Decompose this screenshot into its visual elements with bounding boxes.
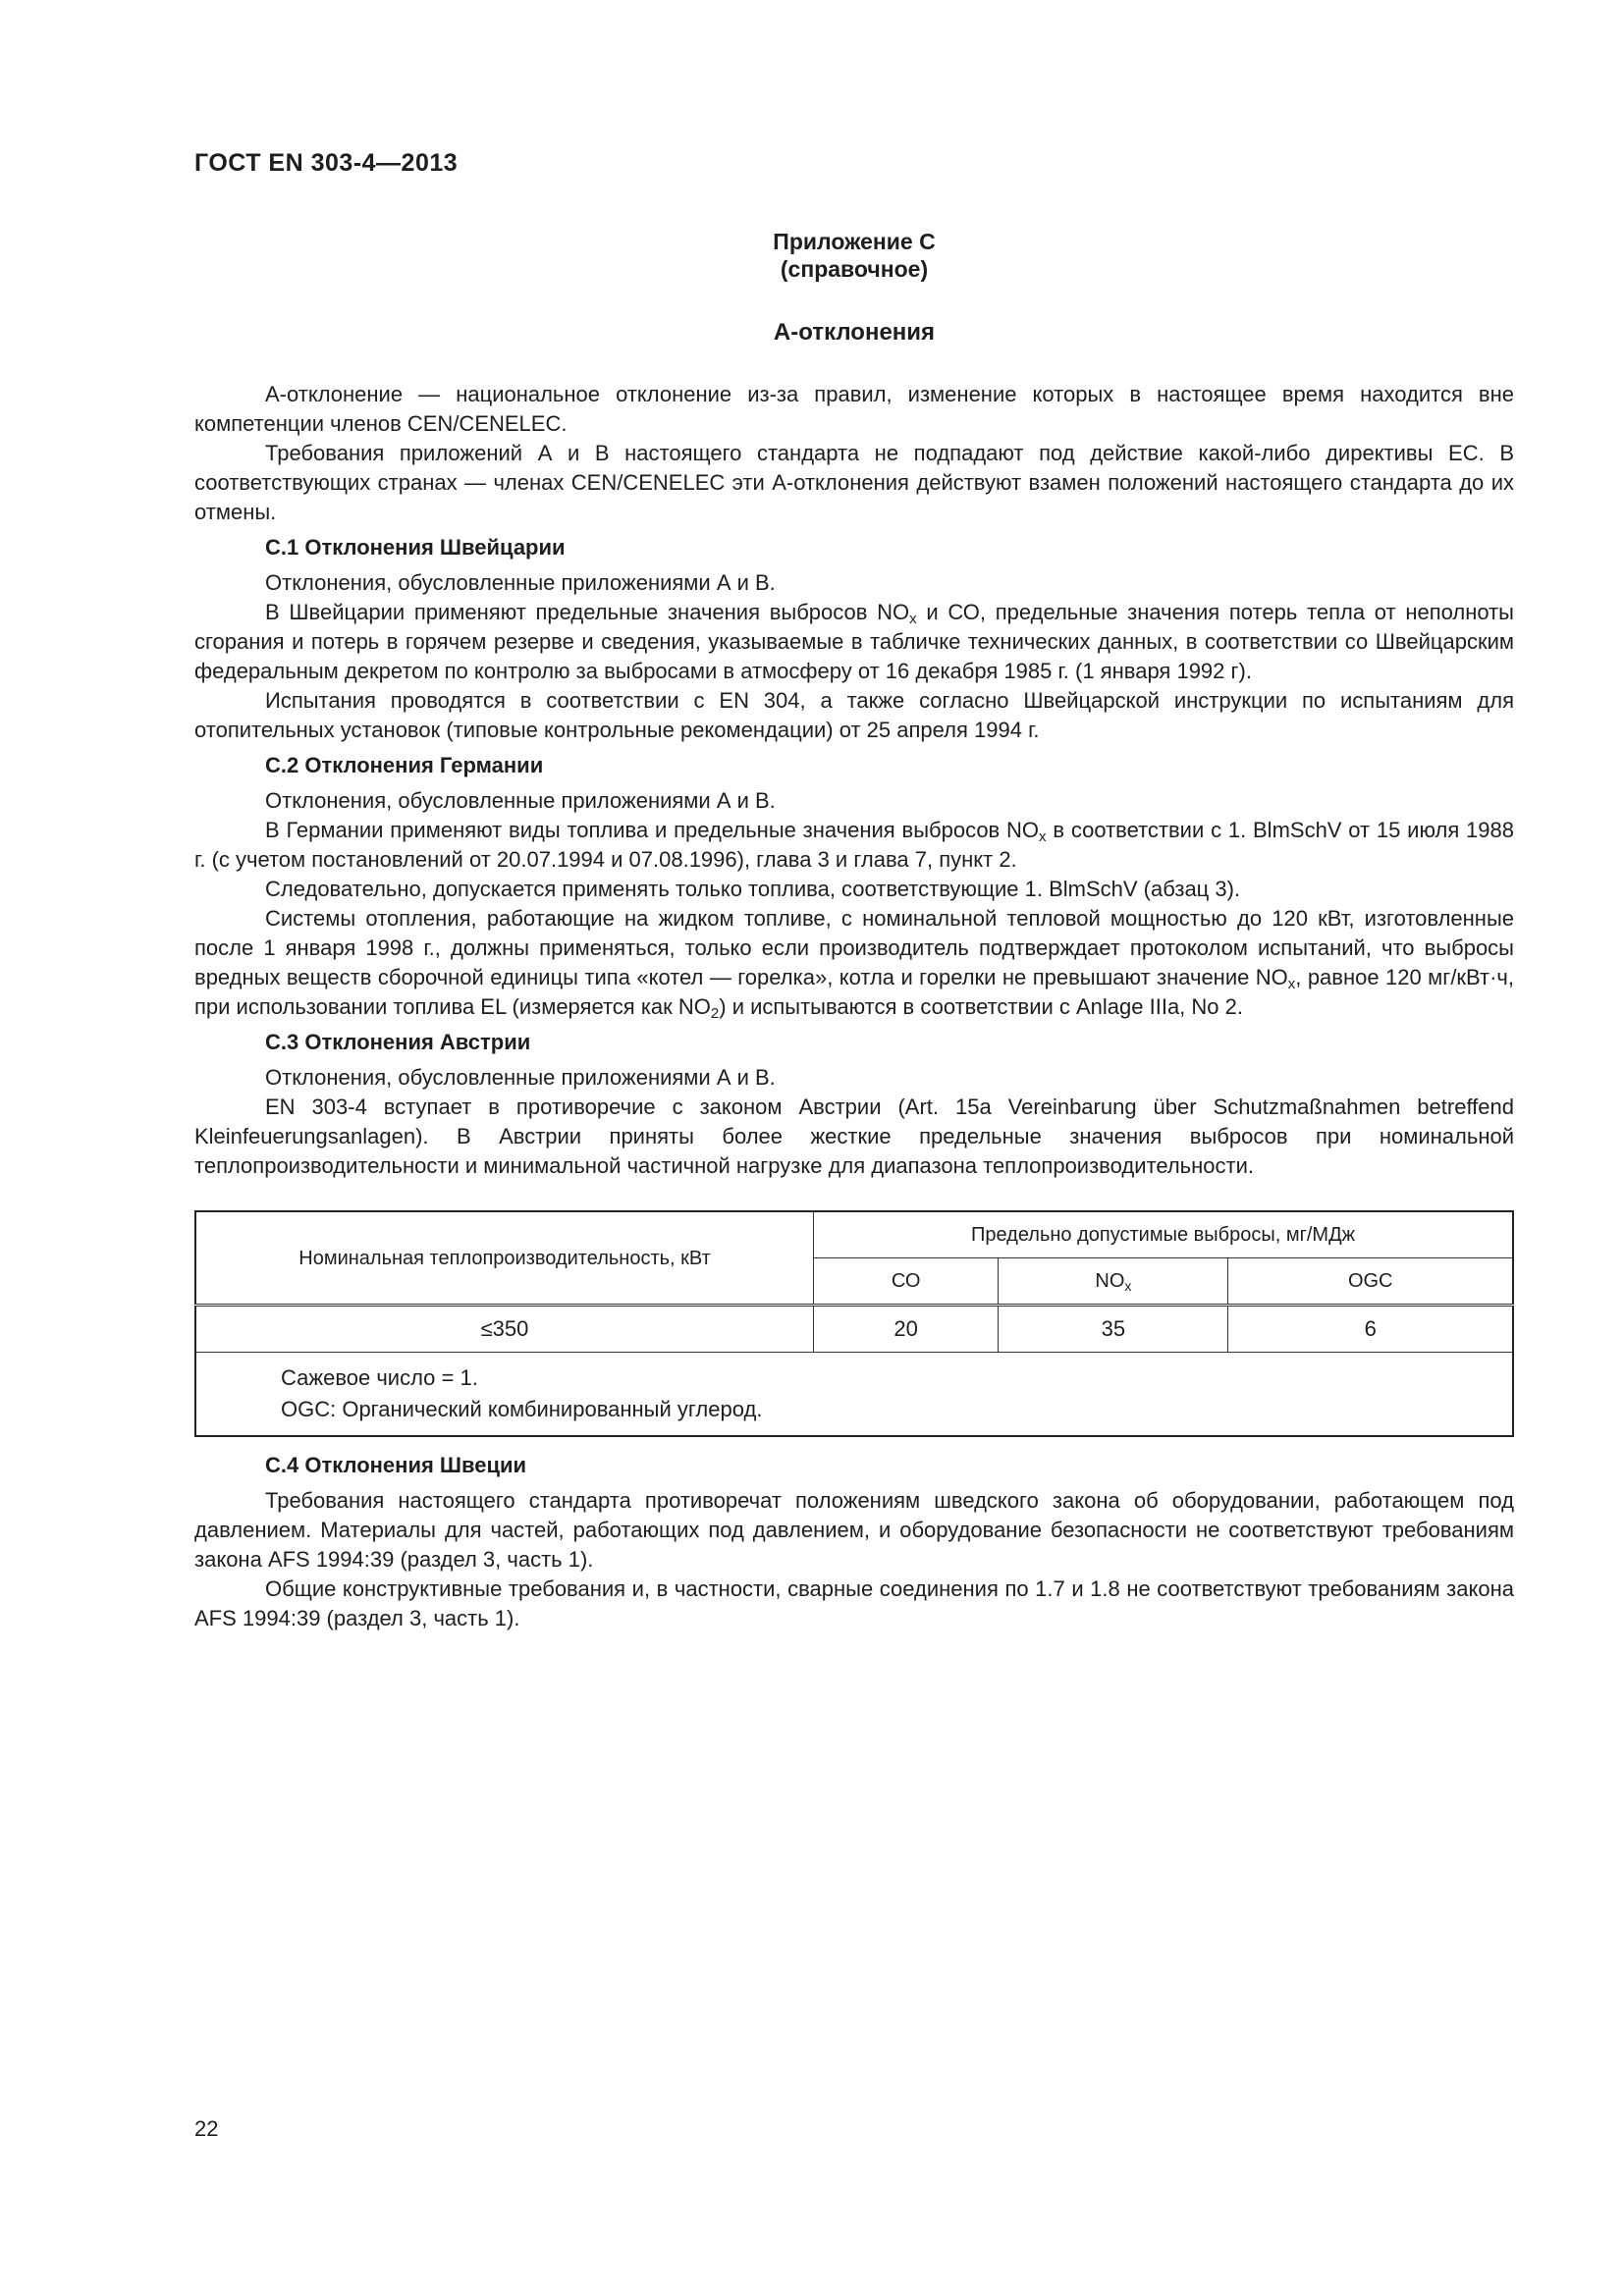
c2-paragraph-1: Отклонения, обусловленные приложениями А и В. [265, 788, 776, 813]
c2-p2-text-a: В Германии применяют виды топлива и предельные значения выбросов NO [265, 818, 1040, 842]
table-note-2: OGC: Органический комбинированный углерод. [281, 1397, 763, 1421]
document-body [194, 380, 1514, 1633]
c1-p2-subscript: x [909, 611, 917, 627]
section-c4-heading: С.4 Отклонения Швеции [265, 1453, 527, 1477]
cell-nox: 35 [999, 1306, 1228, 1353]
c2-p4-text-a: Системы отопления, работающие на жидком топливе, с номинальной тепловой мощностью до 120 кВт, изготовленные после 1 января 1998 г., должны применяться, только если производитель подтверждает протоколом испытаний, что выбросы вредных веществ сборочной единицы типа «котел — горелка», котла и горелки не превышают значение NO [194, 906, 1514, 989]
intro-paragraph-1: А-отклонение — национальное отклонение из-за правил, изменение которых в настоящее время находится вне компетенции членов CEN/CENELEC. [194, 382, 1514, 436]
table-row [195, 1306, 1513, 1353]
c1-p2-text-a: В Швейцарии применяют предельные значения выбросов NO [265, 600, 910, 624]
page-number: 22 [194, 2116, 219, 2141]
annex-kind: (справочное) [780, 256, 929, 282]
annex-heading-block [194, 228, 1514, 347]
table-note-1: Сажевое число = 1. [281, 1365, 478, 1390]
c4-paragraph-1: Требования настоящего стандарта противоречат положениям шведского закона об оборудовании, работающем под давлением. Материалы для частей, работающих под давлением, и оборудование безопасности не соответствуют требованиям закона AFS 1994:39 (раздел 3, часть 1). [194, 1488, 1514, 1572]
c4-paragraph-2: Общие конструктивные требования и, в частности, сварные соединения по 1.7 и 1.8 не соответствуют требованиям закона AFS 1994:39 (раздел 3, часть 1). [194, 1576, 1514, 1630]
header-co: СО [814, 1258, 999, 1306]
c3-paragraph-1: Отклонения, обусловленные приложениями А и В. [265, 1065, 776, 1090]
c1-p2-text-b: и СО, предельные значения потерь тепла от неполноты сгорания и потерь в горячем резерве и сведения, указываемые в табличке технических данных, в соответствии со Швейцарским федеральным декретом по контролю за выбросами в атмосферу от 16 декабря 1985 г. (1 января 1992 г). [194, 600, 1514, 683]
section-c2-heading: С.2 Отклонения Германии [265, 753, 544, 777]
c2-p4-text-c: ) и испытываются в соответствии с Anlage IIIa, No 2. [719, 994, 1243, 1019]
c2-paragraph-2 [194, 816, 1514, 875]
c2-paragraph-4 [194, 904, 1514, 1022]
header-nox-main: NO [1095, 1270, 1125, 1292]
table-header-row [195, 1211, 1513, 1258]
header-nox-subscript: x [1124, 1278, 1132, 1294]
c2-p4-subscript-1: x [1287, 976, 1296, 992]
c2-p2-subscript: x [1039, 828, 1047, 845]
intro-paragraph-2: Требования приложений А и В настоящего стандарта не подпадают под действие какой-либо директивы ЕС. В соответствующих странах — членах CEN/CENELEC эти А-отклонения действуют взамен положений настоящего стандарта до их отмены. [194, 441, 1514, 524]
c2-p2-text-b: в соответствии с 1. BlmSchV от 15 июля 1988 г. (с учетом постановлений от 20.07.1994 и 07.08.1996), глава 3 и глава 7, пункт 2. [194, 818, 1514, 872]
header-nominal-power: Номинальная теплопроизводительность, кВт [195, 1211, 814, 1306]
section-c3-heading: С.3 Отклонения Австрии [265, 1030, 531, 1054]
table-notes [195, 1353, 1513, 1437]
emission-limits-table [194, 1210, 1514, 1437]
c2-paragraph-3: Следовательно, допускается применять только топлива, соответствующие 1. BlmSchV (абзац 3). [265, 877, 1241, 901]
cell-co: 20 [814, 1306, 999, 1353]
c1-paragraph-3: Испытания проводятся в соответствии с EN 304, а также согласно Швейцарской инструкции по испытаниям для отопительных установок (типовые контрольные рекомендации) от 25 апреля 1994 г. [194, 688, 1514, 742]
document-code-header: ГОСТ EN 303-4—2013 [194, 149, 459, 177]
cell-ogc: 6 [1228, 1306, 1513, 1353]
section-c1-heading: С.1 Отклонения Швейцарии [265, 535, 566, 560]
table-notes-row [195, 1353, 1513, 1437]
c2-p4-text-b: , равное 120 мг/кВт·ч, при использовании топлива EL (измеряется как NO [194, 965, 1514, 1019]
c2-p4-subscript-2: 2 [710, 1005, 720, 1022]
c3-paragraph-2: EN 303-4 вступает в противоречие с законом Австрии (Art. 15a Vereinbarung über Schutzmaßnahmen betreffend Kleinfeuerungsanlagen). В Австрии приняты более жесткие предельные значения выбросов при номинальной теплопроизводительности и минимальной частичной нагрузке для диапазона теплопроизводительности. [194, 1095, 1514, 1178]
header-emission-limits: Предельно допустимые выбросы, мг/МДж [814, 1211, 1514, 1258]
cell-power: ≤350 [195, 1306, 814, 1353]
c1-paragraph-1: Отклонения, обусловленные приложениями А и В. [265, 570, 776, 595]
header-ogc: OGC [1228, 1258, 1513, 1306]
annex-label: Приложение С [773, 229, 936, 254]
header-nox [999, 1258, 1228, 1306]
annex-title: А-отклонения [773, 319, 936, 346]
c1-paragraph-2 [194, 598, 1514, 686]
